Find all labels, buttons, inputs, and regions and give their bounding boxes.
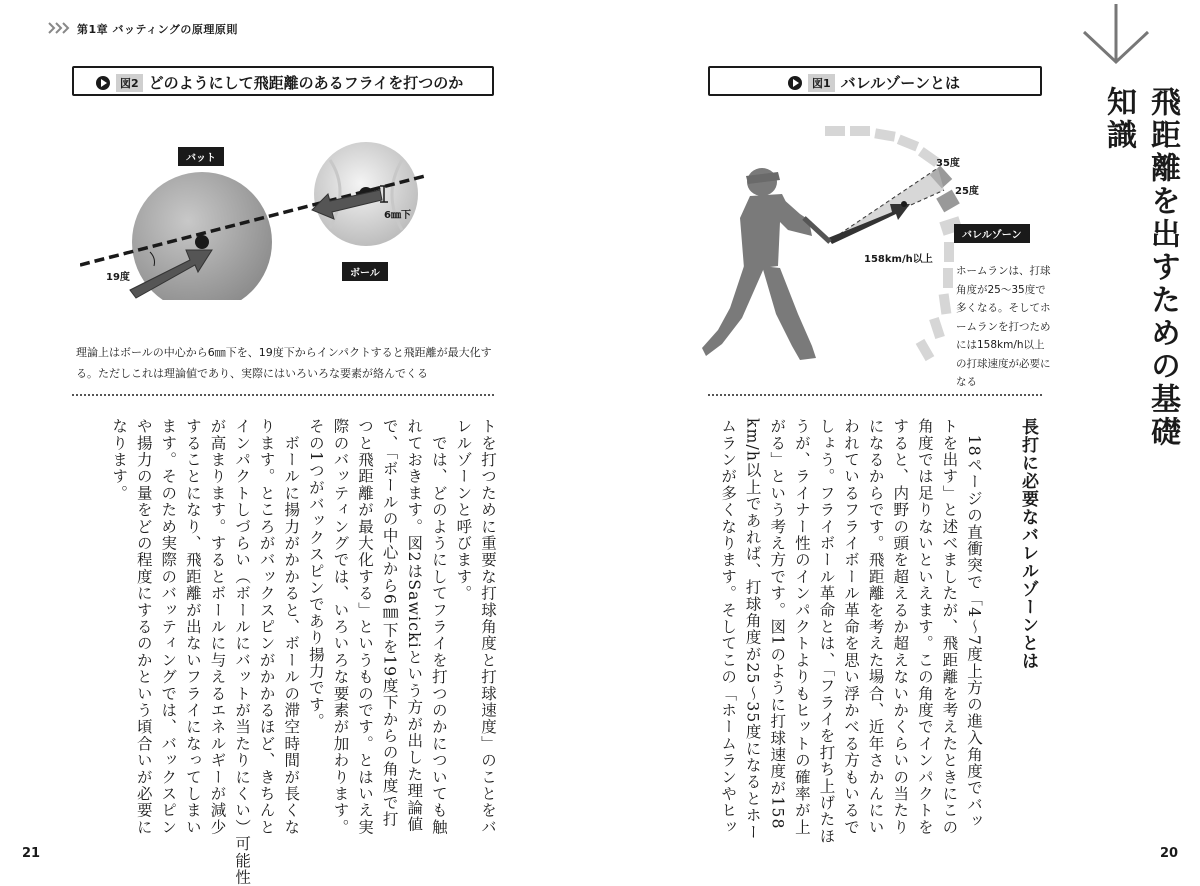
- chapter-title: 第1章 バッティングの原理原則: [77, 23, 238, 36]
- text-line: 18ページの直衝突で「4〜7度上方の進入角度でバッ: [965, 418, 983, 830]
- bat-ball-diagram: [80, 120, 480, 300]
- text-line: 角度では足りないといえます。この角度でインパクトを: [915, 418, 934, 836]
- speed-label: 158km/h以上: [864, 254, 933, 265]
- text-line: すると、内野の頭を超えるか超えないかくらいの当たり: [891, 418, 910, 836]
- caption-line: 理論上はボールの中心から6㎜下を、19度下からインパクトすると飛距離が最大化す: [76, 346, 492, 359]
- text-line: が高まります。するとボールに与えるエネルギーが減少: [208, 418, 227, 836]
- play-icon: [788, 76, 802, 90]
- text-line: トを打つために重要な打球角度と打球速度」のことをバ: [479, 418, 497, 836]
- text-line: つと飛距離が最大化する」というものです。とはいえ実: [356, 418, 375, 836]
- figure-1-title-box: [708, 66, 1042, 96]
- bat-center: [195, 235, 209, 249]
- text-line: うが、ライナー性のインパクトよりもヒットの確率が上: [792, 418, 811, 836]
- left-body-text: [70, 418, 500, 886]
- ball-label: ボール: [342, 262, 388, 281]
- bat-label: バット: [178, 147, 224, 166]
- page-number-right: 20: [1160, 846, 1179, 861]
- text-line: や揚力の量をどの程度にするのかという頃合いが必要に: [134, 418, 153, 836]
- text-line: われているフライボール革命を思い浮かべる方もいるで: [842, 418, 861, 836]
- figure-1-note: ホームランは、打球角度が25〜35度で多くなる。そしてホームランを打つためには158km/h以上の打球速度が必要になる: [956, 265, 1051, 388]
- text-line: れておきます。図2はSawickiという方が出した理論値: [405, 418, 424, 833]
- chapter-heading: 飛距離を出すための基礎知識: [1101, 86, 1180, 449]
- play-icon: [96, 76, 110, 90]
- text-line: で、「ボールの中心から6㎜下を19度下からの角度で打: [380, 418, 399, 828]
- figure-number: 図2: [116, 74, 143, 92]
- text-line: ボールに揚力がかかると、ボールの滞空時間が長くな: [282, 418, 301, 836]
- angle-label: 19度: [106, 272, 130, 283]
- caption-line: る。ただしこれは理論値であり、実際にはいろいろな要素が絡んでくる: [76, 367, 428, 380]
- batter-silhouette: [702, 168, 830, 360]
- barrel-zone-label: バレルゾーン: [954, 224, 1030, 243]
- offset-label: 6㎜下: [384, 210, 411, 221]
- text-line: インパクトしづらい（ボールにバットが当たりにくい）可能性: [233, 418, 252, 886]
- angle-35-label: 35度: [936, 158, 960, 169]
- divider: [72, 394, 494, 396]
- down-arrow-icon: [1080, 4, 1152, 66]
- page-number-left: 21: [22, 846, 41, 861]
- speed-arrow: [828, 204, 910, 244]
- text-line: ます。そのため実際のバッティングでは、バックスピン: [159, 418, 178, 836]
- text-line: では、どのようにしてフライを打つのかについても触: [429, 418, 448, 836]
- figure-number: 図1: [808, 74, 835, 92]
- text-line: その1つがバックスピンであり揚力です。: [306, 418, 325, 730]
- text-line: ムランが多くなります。そしてこの「ホームランやヒッ: [719, 418, 738, 836]
- text-line: ります。ところがバックスピンがかかるほど、きちんと: [257, 418, 276, 836]
- section-heading: 長打に必要なバレルゾーンとは: [1018, 418, 1038, 670]
- angle-25-label: 25度: [955, 186, 979, 197]
- text-line: になるからです。飛距離を考えた場合、近年さかんにい: [866, 418, 885, 836]
- text-line: なります。: [110, 418, 129, 502]
- figure-title: バレルゾーンとは: [840, 74, 960, 92]
- text-line: トを出す」と述べましたが、飛距離を考えたときにこの: [940, 418, 959, 836]
- figure-2-caption: [76, 342, 506, 384]
- figure-title: どのようにして飛距離のあるフライを打つのか: [148, 74, 464, 92]
- text-line: レルゾーンと呼びます。: [454, 418, 473, 602]
- right-body-text: [706, 418, 986, 845]
- divider: [708, 394, 1042, 396]
- chevrons-icon: [48, 22, 70, 34]
- text-line: しょう。フライボール革命とは、「フライを打ち上げたほ: [817, 418, 836, 845]
- text-line: することになり、飛距離が出ないフライになってしまい: [183, 418, 202, 836]
- figure-2-title-box: [72, 66, 494, 96]
- text-line: 際のバッティングでは、いろいろな要素が加わります。: [331, 418, 350, 836]
- text-line: がる」という考え方です。図1のように打球速度が158: [768, 418, 787, 830]
- text-line: km/h以上であれば、打球角度が25〜35度になるとホー: [743, 418, 762, 841]
